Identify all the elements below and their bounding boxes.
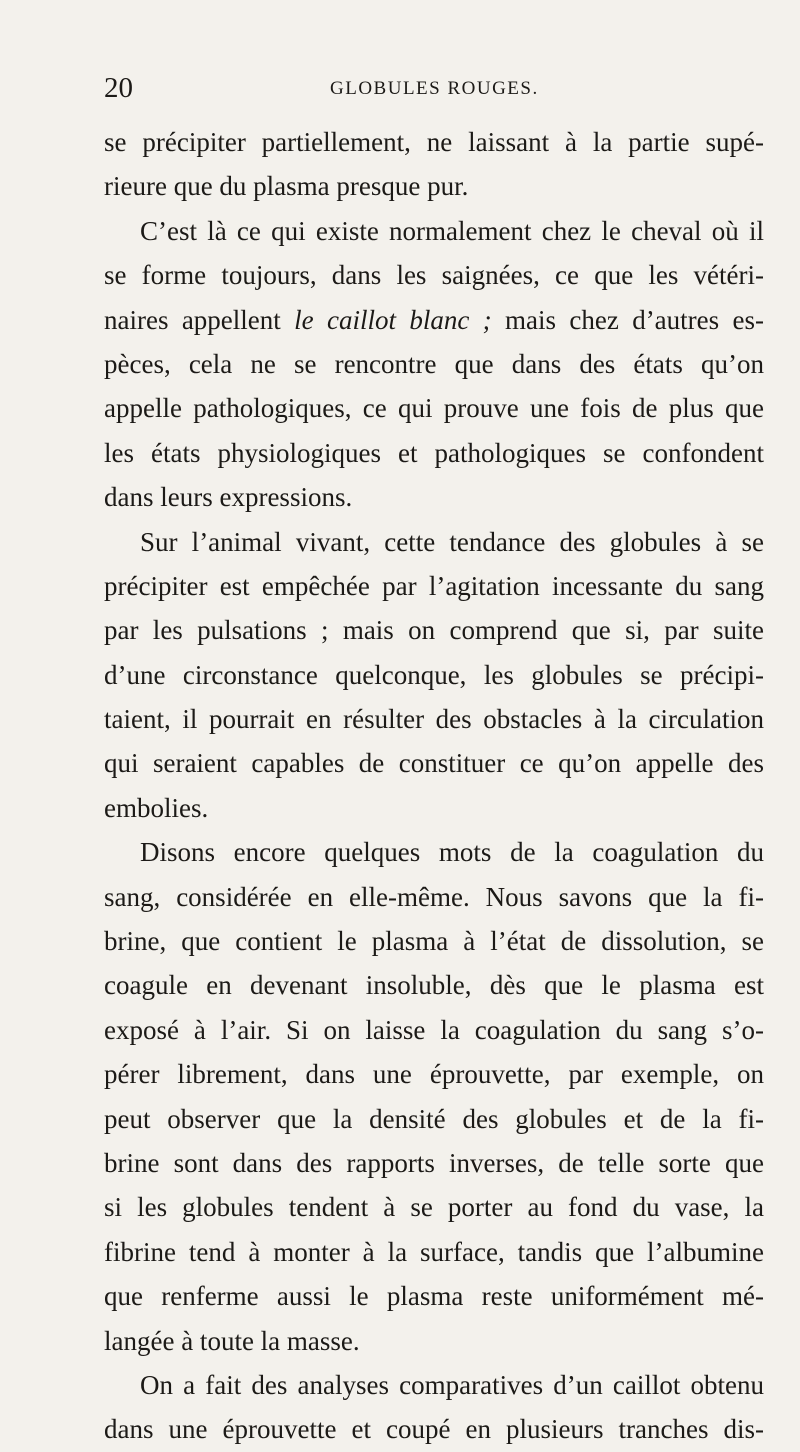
text-line: dans leurs expressions. bbox=[104, 482, 353, 513]
running-title: GLOBULES ROUGES. bbox=[330, 78, 539, 99]
text-line: dans une éprouvette et coupé en plusieurs tranches dis- bbox=[104, 1414, 764, 1445]
text-line: C’est là ce qui existe normalement chez le cheval où il bbox=[140, 215, 764, 246]
text-line: pèces, cela ne se rencontre que dans des états qu’on bbox=[104, 348, 764, 379]
text-line: Disons encore quelques mots de la coagulation du bbox=[140, 837, 764, 868]
body-text bbox=[104, 120, 764, 1452]
text-line: d’une circonstance quelconque, les globules se précipi- bbox=[104, 659, 764, 690]
text-line: si les globules tendent à se porter au fond du vase, la bbox=[104, 1192, 764, 1223]
text-line: langée à toute la masse. bbox=[104, 1325, 360, 1356]
text-line: appelle pathologiques, ce qui prouve une fois de plus que bbox=[104, 393, 764, 424]
text-line: par les pulsations ; mais on comprend que si, par suite bbox=[104, 615, 764, 646]
text-line: sang, considérée en elle-même. Nous savons que la fi- bbox=[104, 881, 764, 912]
text-line: On a fait des analyses comparatives d’un caillot obtenu bbox=[140, 1369, 764, 1400]
text-line: qui seraient capables de constituer ce qu’on appelle des bbox=[104, 748, 764, 779]
text-line: exposé à l’air. Si on laisse la coagulation du sang s’o- bbox=[104, 1014, 764, 1045]
text-line: rieure que du plasma presque pur. bbox=[104, 171, 469, 202]
text-line: Sur l’animal vivant, cette tendance des globules à se bbox=[140, 526, 764, 557]
text-line: embolies. bbox=[104, 792, 209, 823]
text-line: précipiter est empêchée par l’agitation incessante du sang bbox=[104, 570, 764, 601]
text-line: brine, que contient le plasma à l’état de dissolution, se bbox=[104, 926, 764, 957]
text-line: fibrine tend à monter à la surface, tandis que l’albumine bbox=[104, 1236, 764, 1267]
text-line: coagule en devenant insoluble, dès que le plasma est bbox=[104, 970, 764, 1001]
text-segment: mais chez d’autres es- bbox=[491, 304, 764, 335]
text-line: taient, il pourrait en résulter des obstacles à la circulation bbox=[104, 704, 764, 735]
page-header bbox=[104, 70, 764, 106]
italic-phrase: le caillot blanc ; bbox=[294, 304, 492, 335]
text-line: les états physiologiques et pathologiques se confondent bbox=[104, 437, 764, 468]
text-line: que renferme aussi le plasma reste uniformément mé- bbox=[104, 1281, 764, 1312]
text-line: peut observer que la densité des globules et de la fi- bbox=[104, 1103, 764, 1134]
text-line bbox=[104, 298, 764, 342]
text-line: se forme toujours, dans les saignées, ce que les vétéri- bbox=[104, 260, 764, 291]
text-line: brine sont dans des rapports inverses, de telle sorte que bbox=[104, 1147, 764, 1178]
text-line: pérer librement, dans une éprouvette, par exemple, on bbox=[104, 1059, 764, 1090]
page-number: 20 bbox=[104, 72, 133, 104]
text-line: se précipiter partiellement, ne laissant à la partie supé- bbox=[104, 127, 764, 157]
text-segment: naires appellent bbox=[104, 304, 295, 335]
